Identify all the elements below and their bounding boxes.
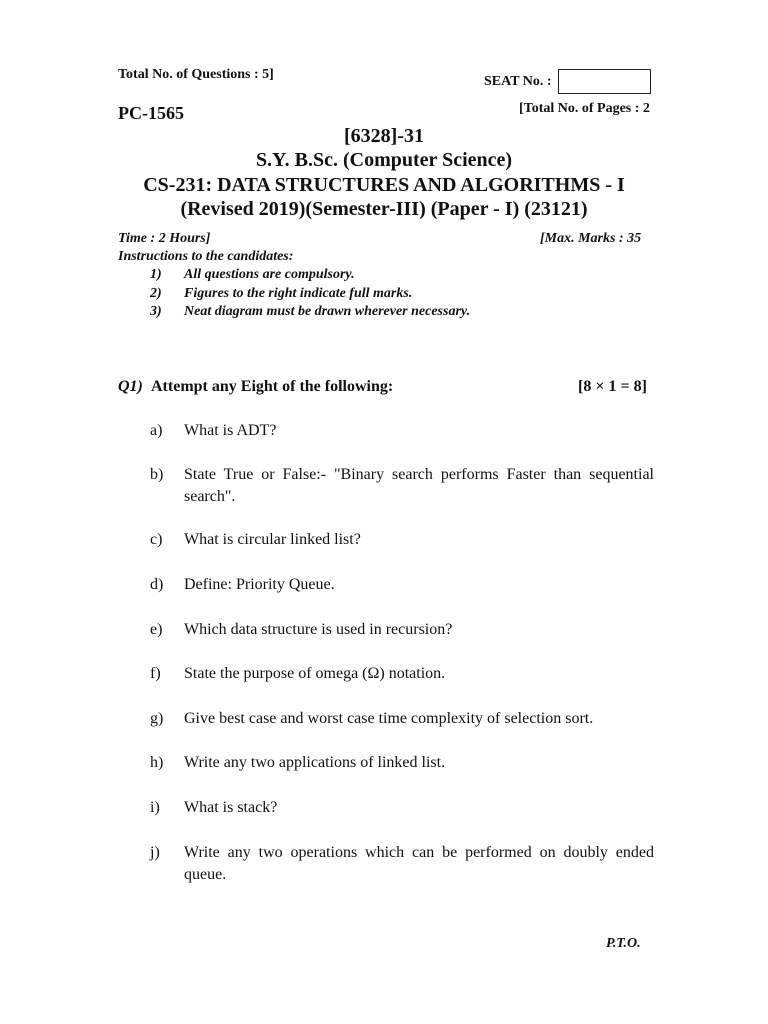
question-item-letter: d): [150, 576, 164, 593]
question-marks: [8 × 1 = 8]: [578, 378, 647, 395]
question-item-letter: f): [150, 665, 161, 682]
exam-code: [6328]-31: [344, 125, 424, 147]
instructions-heading: Instructions to the candidates:: [118, 249, 294, 264]
please-turn-over: P.T.O.: [606, 936, 641, 951]
question-item-text: Write any two applications of linked list.: [184, 754, 446, 771]
total-questions: Total No. of Questions : 5]: [118, 67, 274, 82]
question-item-letter: e): [150, 621, 163, 638]
exam-time: Time : 2 Hours]: [118, 231, 211, 246]
question-item-text: State True or False:- "Binary search performs Faster than sequential search".: [184, 466, 654, 505]
instruction-item: [150, 304, 470, 320]
seat-number-label: SEAT No. :: [484, 74, 552, 89]
seat-number-box[interactable]: [558, 69, 651, 94]
paper-code: PC-1565: [118, 103, 184, 123]
question-number: Q1): [118, 378, 143, 395]
question-item-letter: i): [150, 799, 160, 816]
instruction-item: [150, 267, 355, 283]
question-item-text: Write any two operations which can be performed on doubly ended queue.: [184, 844, 654, 883]
total-pages: [Total No. of Pages : 2: [519, 101, 650, 116]
question-item-text: Give best case and worst case time complexity of selection sort.: [184, 710, 594, 727]
question-item-text: What is circular linked list?: [184, 531, 361, 548]
instruction-text: Figures to the right indicate full marks.: [184, 286, 413, 301]
question-item-text: Which data structure is used in recursion?: [184, 621, 453, 638]
question-item-text: State the purpose of omega (Ω) notation.: [184, 665, 446, 682]
instruction-item: [150, 286, 412, 302]
instruction-number: 1): [150, 267, 162, 282]
question-item-letter: b): [150, 466, 164, 483]
instruction-text: All questions are compulsory.: [184, 267, 355, 282]
question-prompt: Attempt any Eight of the following:: [151, 378, 394, 395]
question-item-letter: c): [150, 531, 163, 548]
instruction-number: 2): [150, 286, 162, 301]
question-item-text: What is ADT?: [184, 422, 277, 439]
instruction-number: 3): [150, 304, 162, 319]
paper-details: (Revised 2019)(Semester-III) (Paper - I) (23121): [180, 198, 588, 220]
instruction-text: Neat diagram must be drawn wherever necessary.: [184, 304, 471, 319]
course-title: S.Y. B.Sc. (Computer Science): [255, 149, 513, 171]
question-item-text: Define: Priority Queue.: [184, 576, 335, 593]
subject-title: CS-231: DATA STRUCTURES AND ALGORITHMS - I: [143, 174, 625, 196]
question-item-letter: a): [150, 422, 163, 439]
question-item-letter: h): [150, 754, 164, 771]
question-item-text: What is stack?: [184, 799, 278, 816]
question-item-letter: g): [150, 710, 164, 727]
question-item-letter: j): [150, 844, 160, 861]
max-marks: [Max. Marks : 35: [540, 231, 642, 246]
